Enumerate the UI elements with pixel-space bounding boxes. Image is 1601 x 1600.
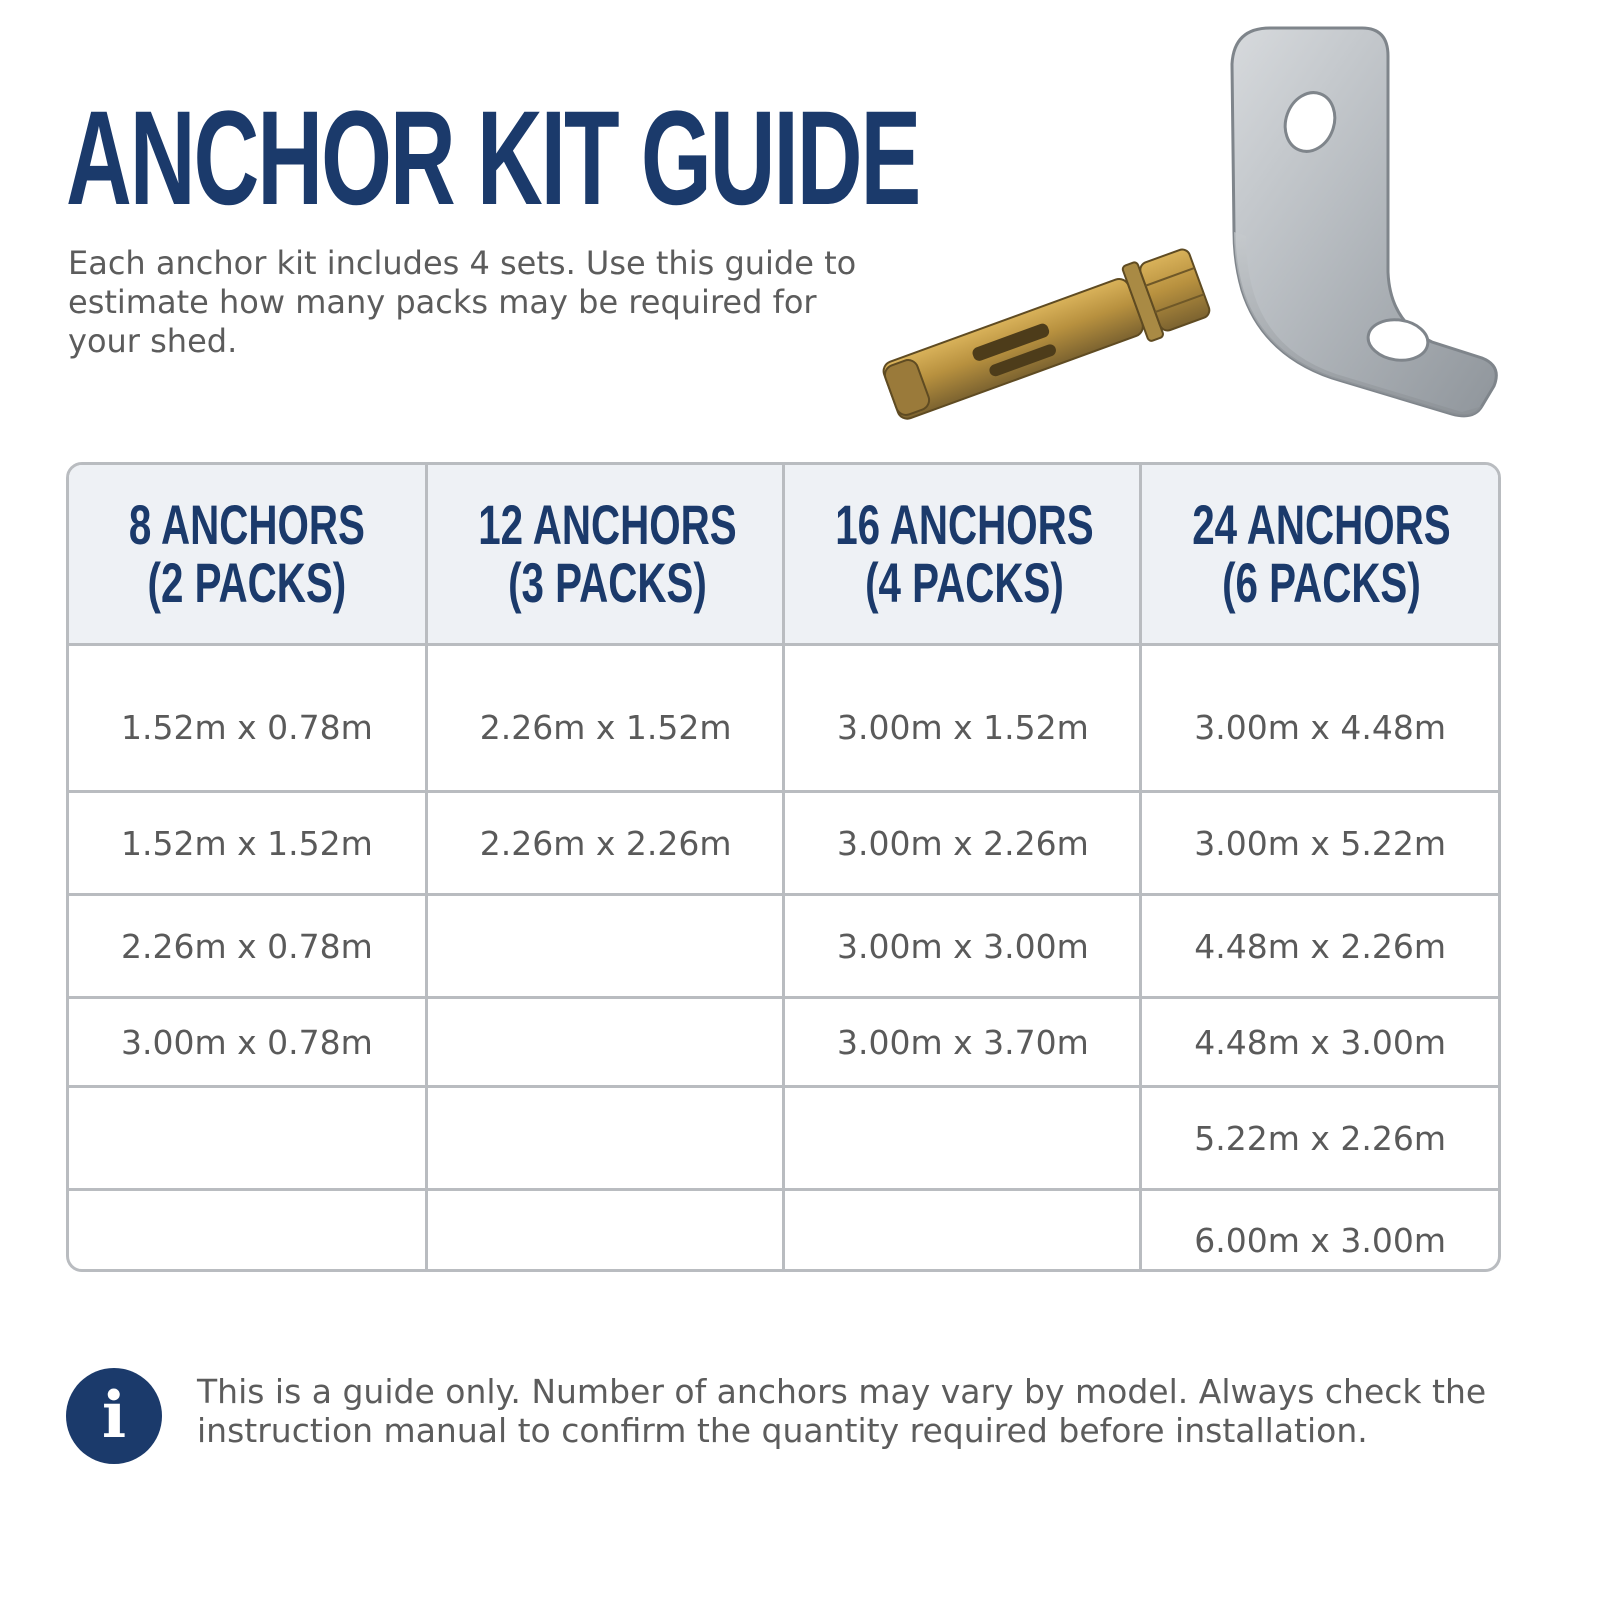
column-header-packs: (6 PACKS) — [1222, 551, 1422, 614]
table-cell: 1.52m x 1.52m — [69, 792, 426, 895]
table-cell: 3.00m x 2.26m — [784, 792, 1141, 895]
table-cell: 2.26m x 1.52m — [426, 645, 783, 792]
page-subtitle: Each anchor kit includes 4 sets. Use this guide to estimate how many packs may be required for your shed. — [68, 244, 857, 360]
table-row — [69, 895, 1498, 998]
column-header — [1141, 465, 1498, 645]
table-cell — [426, 998, 783, 1087]
table-cell: 2.26m x 2.26m — [426, 792, 783, 895]
table-row — [69, 1087, 1498, 1190]
table-row — [69, 998, 1498, 1087]
table-row — [69, 1190, 1498, 1273]
table-cell: 6.00m x 3.00m — [1194, 1220, 1447, 1260]
disclaimer-note: This is a guide only. Number of anchors may vary by model. Always check the instruction manual to confirm the quantity required before installation. — [197, 1372, 1487, 1450]
table-cell: 3.00m x 5.22m — [1141, 792, 1498, 895]
table-header-row — [69, 465, 1498, 645]
table-cell: 4.48m x 3.00m — [1141, 998, 1498, 1087]
column-header — [69, 465, 426, 645]
table-row — [69, 792, 1498, 895]
table-cell: 4.48m x 2.26m — [1141, 895, 1498, 998]
column-header — [426, 465, 783, 645]
info-icon: i — [66, 1368, 162, 1464]
table-cell: 2.26m x 0.78m — [69, 895, 426, 998]
table-cell — [426, 895, 783, 998]
table-cell: 5.22m x 2.26m — [1141, 1087, 1498, 1190]
table-cell — [784, 1190, 1141, 1273]
table-cell — [426, 1190, 783, 1273]
sleeve-anchor-bolt-icon — [877, 244, 1213, 431]
table-cell: 1.52m x 0.78m — [69, 645, 426, 792]
column-header-anchors: 16 ANCHORS — [835, 493, 1094, 556]
table-cell — [69, 1087, 426, 1190]
table-cell: 3.00m x 0.78m — [69, 998, 426, 1087]
table-cell — [69, 1190, 426, 1273]
page-title: ANCHOR KIT GUIDE — [66, 84, 920, 233]
column-header — [784, 465, 1141, 645]
table-cell: 3.00m x 3.00m — [784, 895, 1141, 998]
anchor-hardware-illustration — [862, 22, 1512, 432]
column-header-anchors: 12 ANCHORS — [477, 493, 737, 556]
column-header-anchors: 8 ANCHORS — [128, 493, 365, 556]
table-row — [69, 645, 1498, 792]
l-bracket-icon — [1232, 28, 1496, 416]
table-cell — [426, 1087, 783, 1190]
column-header-packs: (3 PACKS) — [507, 551, 707, 614]
table-cell: 3.00m x 4.48m — [1141, 645, 1498, 792]
table-cell: 3.00m x 1.52m — [784, 645, 1141, 792]
column-header-packs: (2 PACKS) — [147, 551, 347, 614]
anchor-guide-table — [66, 462, 1501, 1272]
table-cell: 3.00m x 3.70m — [784, 998, 1141, 1087]
table-cell — [784, 1087, 1141, 1190]
column-header-anchors: 24 ANCHORS — [1192, 493, 1451, 556]
column-header-packs: (4 PACKS) — [865, 551, 1064, 614]
